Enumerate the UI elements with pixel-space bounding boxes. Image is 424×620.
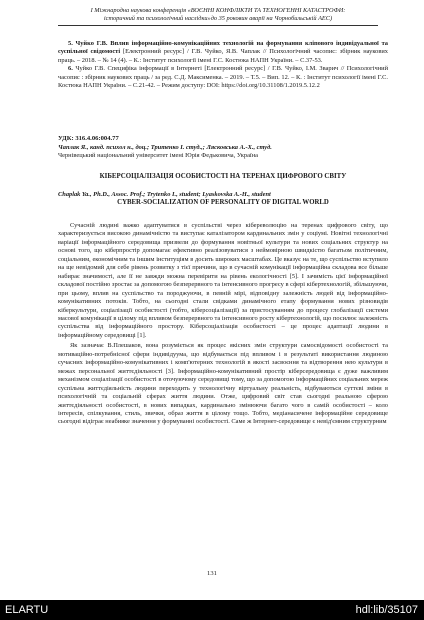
body-paragraph: Сучасній людині важко адаптуватися в суспільстві через кібереволюцію на теренах цифрового світу, що характеризується високою динамічністю та виступає каталізатором кардинальних змін у соціумі. Новітні технологічні варіації інформаційного середовища призвели до формування новітньої культури та нових соціальних структур на основі того, що кіберпростір допомагає ефективно реалізовуватися з неймовірною швидкістю багатьом політичним, соціальним, економічним та іншим інституціям в досить широких масштабах. Це вказує на те, що суспільство вступило на ще невідомий для себе рівень розвитку з тієї причини, що в сучасній комунікації інформаційна складова все більше набирає значимості, але її не завжди можна перевірити на рівень екологічності [5]. І зачимість цієї інформаційної складової постійно зростає за допомогою безперервного та інтенсивного прогресу в сфері кібертехнологій, збільшуючи, при цьому, вплив на суспільство та породжуючи, в певній мірі, відповідну залежність людей від інформаційно-комунікативних потоків. Тобто, на сьогодні стали свідками динамічного етапу формування нових різновидів кіберкультури, соціалізації особистості (тобто, кіберсоціалізації) за пристосуванням до процесу глобалізації системи масової комунікації в цілому під впливом безперервного та інтенсивного росту кібертехнологій, що посилює залежність суспільства від інформаційного простору. Кіберсоціалізація особистості – це процес адаптації людини в інформаційному середовищі [1].: [58, 222, 388, 339]
article-title-ukrainian: КІБЕРСОЦІАЛІЗАЦІЯ ОСОБИСТОСТІ НА ТЕРЕНАХ ЦИФРОВОГО СВІТУ: [99, 173, 347, 180]
conference-header: [58, 7, 378, 26]
reference-item: [58, 65, 388, 90]
handle-id: hdl:lib/35107: [355, 604, 418, 616]
authors-en-names: Chaplak Ya., Ph.D., Assoc. Prof.; Trytenko I., student; Lyaskovska A.-H., student: [58, 191, 271, 198]
page-number: 131: [207, 570, 217, 577]
repository-name: ELARTU: [5, 604, 49, 616]
body-paragraph: Як зазначає В.Плешаков, вона розуміється як процес якісних змін структури самосвідомості особистості та мотиваційно-потребнісної сфери індивідуума, що відбувається під впливом і в результаті використання людиною сучасних інформаційно-комунікативних і комп'ютерних технологій в якості засвоєння та відтворення нею культури в межах персональної життєдіяльності [3]. Інформаційно-комунікативний простір кіберсередовища є дуже важливим механізмом соціалізації особистості в оточуючому середовищі тому, що за допомогою інформаційних соціальних мереж суспільна життєдіяльність людини переходить у технологічну віртуальну реальність, відбуваються суттєві зміни в психологічній та соціальній сферах життя людини. Отже, цифровий світ став сьогодні реальною сферою життєдіяльності особистості, в нових випадках, кардинально змінюючи багато чого в самій особистості – коло інтересів, спілкування, стиль, звички, образ життя в цілому тощо. Тобто, медіанасичене інформаційне середовище сьогодні відіграє неабияке значення у формуванні особистості. Саме ж Інтернет-середовище є невід'ємним структурним: [58, 342, 388, 426]
reference-item: [58, 40, 388, 65]
conference-header-line2: історичний та психологічний наслідки»до 35 роковин аварії на Чорнобильській АЕС): [103, 15, 333, 22]
reference-lead: 5. Чуйко Г.В. Вплив інформаційно-комунікаційних технологій на формування кліпового індивідуальної та суспільної свідомості: [58, 40, 388, 56]
reference-rest: Чуйко Г.В. Специфіка інформації в Інтернеті [Електронний ресурс] / Г.В. Чуйко, І.М. Зварич // Психологічний часопис : збірник наукових праць / за ред. С.Д. Максименка. – 2019. – Т.5. – Вип. 12. – К. : Інститут психології імені Г.С. Костюка НАПН України. – С.21-42. – Режим доступу: DOI: https://doi.org/10.31108/1.2019.5.12.2: [58, 65, 388, 90]
authors-ukrainian: [58, 144, 388, 161]
reference-rest: [Електронний ресурс] / Г.В. Чуйко, Я.В. Чаплак // Психологічний часопис: збірник наукових праць. – 2018. – № 14 (4). – К.: Інститут психології імені Г.С. Костюка НАПН України. – С.37-53.: [58, 48, 388, 64]
references-list: [58, 40, 388, 90]
reference-lead: 6.: [68, 65, 73, 73]
article-body: [58, 222, 388, 429]
authors-english: [58, 191, 388, 208]
repository-footer-bar: [0, 600, 424, 620]
authors-ua-affiliation: Чернівецький національний університет імені Юрія Федьковича, Україна: [58, 152, 258, 160]
authors-ua-names: Чаплак Я., канд. психол н., доц.; Тритенко І. студ.,; Лясковська А.-Х., студ.: [58, 144, 272, 151]
conference-header-line1: І Міжнародна наукова конференція «ВОЄННІ КОНФЛІКТИ ТА ТЕХНОГЕННІ КАТАСТРОФИ:: [90, 7, 346, 14]
article-title-english: CYBER-SOCIALIZATION OF PERSONALITY OF DIGITAL WORLD: [117, 199, 329, 207]
udc-code: УДК: 316.4.06:004.77: [58, 135, 119, 142]
